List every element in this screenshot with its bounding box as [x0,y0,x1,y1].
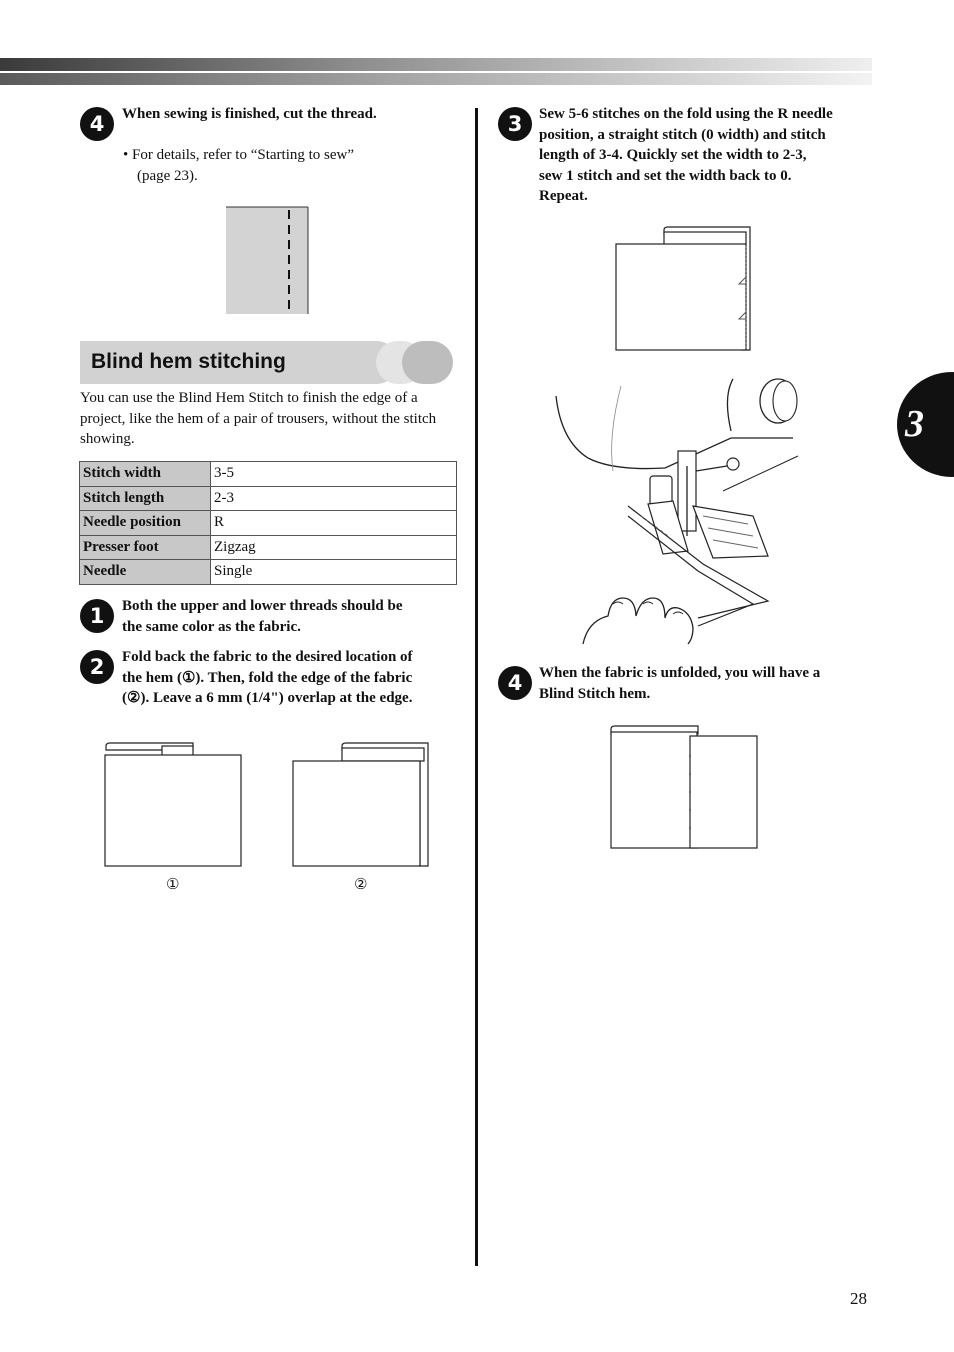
step-4b-text: When the fabric is unfolded, you will have a Blind Stitch hem. [539,665,821,702]
setting-value: 3-5 [211,462,457,487]
setting-key: Presser foot [80,535,211,560]
fold-edge-figure [288,738,436,872]
setting-value: Single [211,560,457,585]
blind-stitch-hem-figure [606,720,762,854]
column-divider [475,108,478,1266]
table-row [80,535,457,560]
figure-label-1: ① [166,875,180,893]
setting-value: Zigzag [211,535,457,560]
table-row [80,486,457,511]
table-row [80,560,457,585]
step-4-text: When sewing is finished, cut the thread. [122,106,377,122]
step-3-badge: 3 [498,107,532,141]
step-2-text: Fold back the fabric to the desired location of the hem (①). Then, fold the edge of the fabric (②). Leave a 6 mm (1/4") overlap at the edge. [122,649,413,706]
setting-key: Needle [80,560,211,585]
page-number: 28 [850,1289,867,1308]
section-title: Blind hem stitching [91,350,286,373]
table-row [80,511,457,536]
settings-table [79,461,457,585]
setting-key: Stitch width [80,462,211,487]
header-gradient-bar-top [0,58,872,71]
setting-value: R [211,511,457,536]
setting-value: 2-3 [211,486,457,511]
cut-thread-figure [225,206,311,316]
step-1-text: Both the upper and lower threads should be the same color as the fabric. [122,598,403,635]
table-row [80,462,457,487]
step-3-text: Sew 5-6 stitches on the fold using the R needle position, a straight stitch (0 width) and stitch length of 3-4. Quickly set the width to 2-3, sew 1 stitch and set the width back to 0. Repeat. [539,106,833,204]
fold-hem-figure [100,738,248,872]
step-4-badge: 4 [80,107,114,141]
section-header [80,341,453,384]
step-1-badge: 1 [80,599,114,633]
sew-on-fold-figure [612,222,758,354]
setting-key: Needle position [80,511,211,536]
figure-label-2: ② [354,875,368,893]
header-gradient-bar-bottom [0,73,872,85]
sewing-machine-illustration [553,376,803,648]
setting-key: Stitch length [80,486,211,511]
section-intro: You can use the Blind Hem Stitch to finish the edge of a project, like the hem of a pair of trousers, without the stitch showing. [80,390,437,447]
fabric-piece [226,207,308,314]
step-4b-badge: 4 [498,666,532,700]
step-2-badge: 2 [80,650,114,684]
chapter-number: 3 [905,403,924,445]
step-4-note: • For details, refer to “Starting to sew” (page 23). [123,147,355,184]
